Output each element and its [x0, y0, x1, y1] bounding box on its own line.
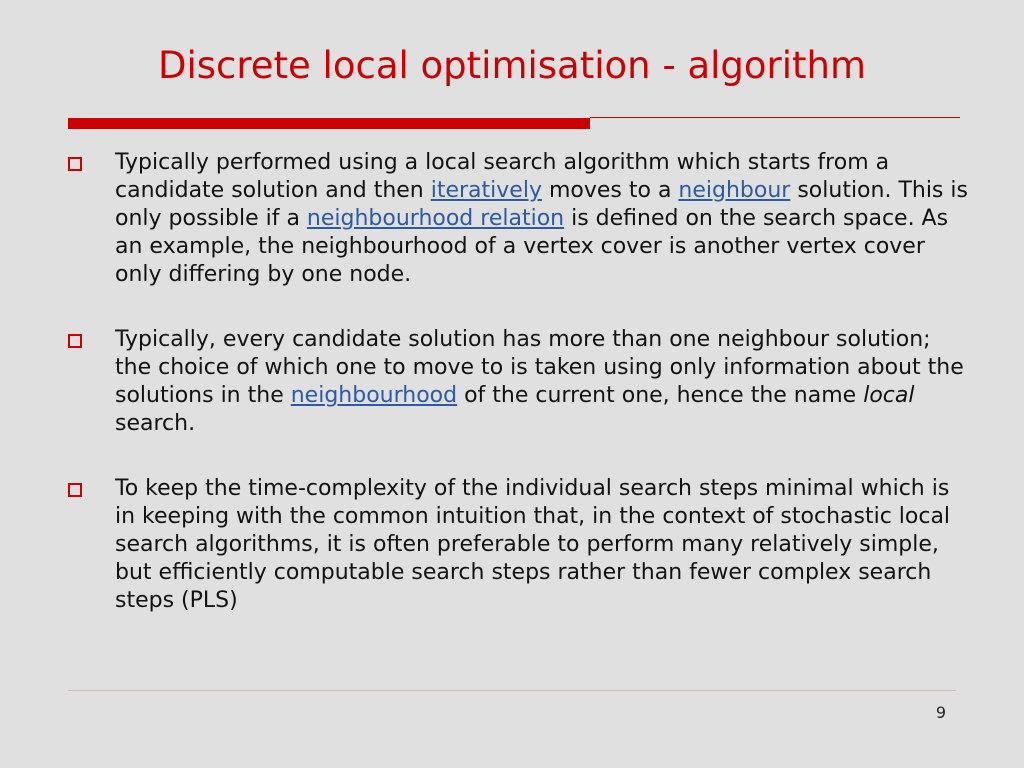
- hollow-square-bullet-icon: [68, 334, 82, 348]
- bullet-text-3: To keep the time-complexity of the individual search steps minimal which is in keeping with the common intuition that, in the context of stochastic local search algorithms, it is often preferable to perform many relatively simple, but efficiently computable search steps rather than fewer complex search steps (PLS): [115, 476, 951, 613]
- hollow-square-bullet-icon: [68, 157, 82, 171]
- link-neighbourhood[interactable]: neighbourhood: [290, 383, 458, 408]
- slide-title: Discrete local optimisation - algorithm: [157, 44, 867, 87]
- link-iteratively[interactable]: iteratively: [430, 178, 542, 203]
- emphasis-local: local: [863, 383, 915, 408]
- footer-divider: [68, 690, 956, 691]
- bullet-text-2: Typically, every candidate solution has more than one neighbour solution; the choice of which one to move to is taken using only information about the solutions in the neighbourhood of the current one, hence the name local search.: [115, 327, 964, 436]
- bullet-item-1: [68, 149, 968, 289]
- page-number: 9: [935, 703, 946, 722]
- hollow-square-bullet-icon: [68, 483, 82, 497]
- link-neighbour[interactable]: neighbour: [678, 178, 791, 203]
- title-underline-thin: [590, 117, 960, 118]
- bullet-list: [68, 149, 968, 615]
- bullet-text-1: Typically performed using a local search algorithm which starts from a candidate solution and then iteratively moves to a neighbour solution. This is only possible if a neighbourhood relation is defined on the search space. As an example, the neighbourhood of a vertex cover is another vertex cover only differing by one node.: [115, 150, 968, 287]
- bullet-item-3: [68, 475, 968, 615]
- bullet-item-2: [68, 326, 968, 438]
- link-neighbourhood-relation[interactable]: neighbourhood relation: [306, 206, 565, 231]
- title-underline-thick: [68, 118, 590, 129]
